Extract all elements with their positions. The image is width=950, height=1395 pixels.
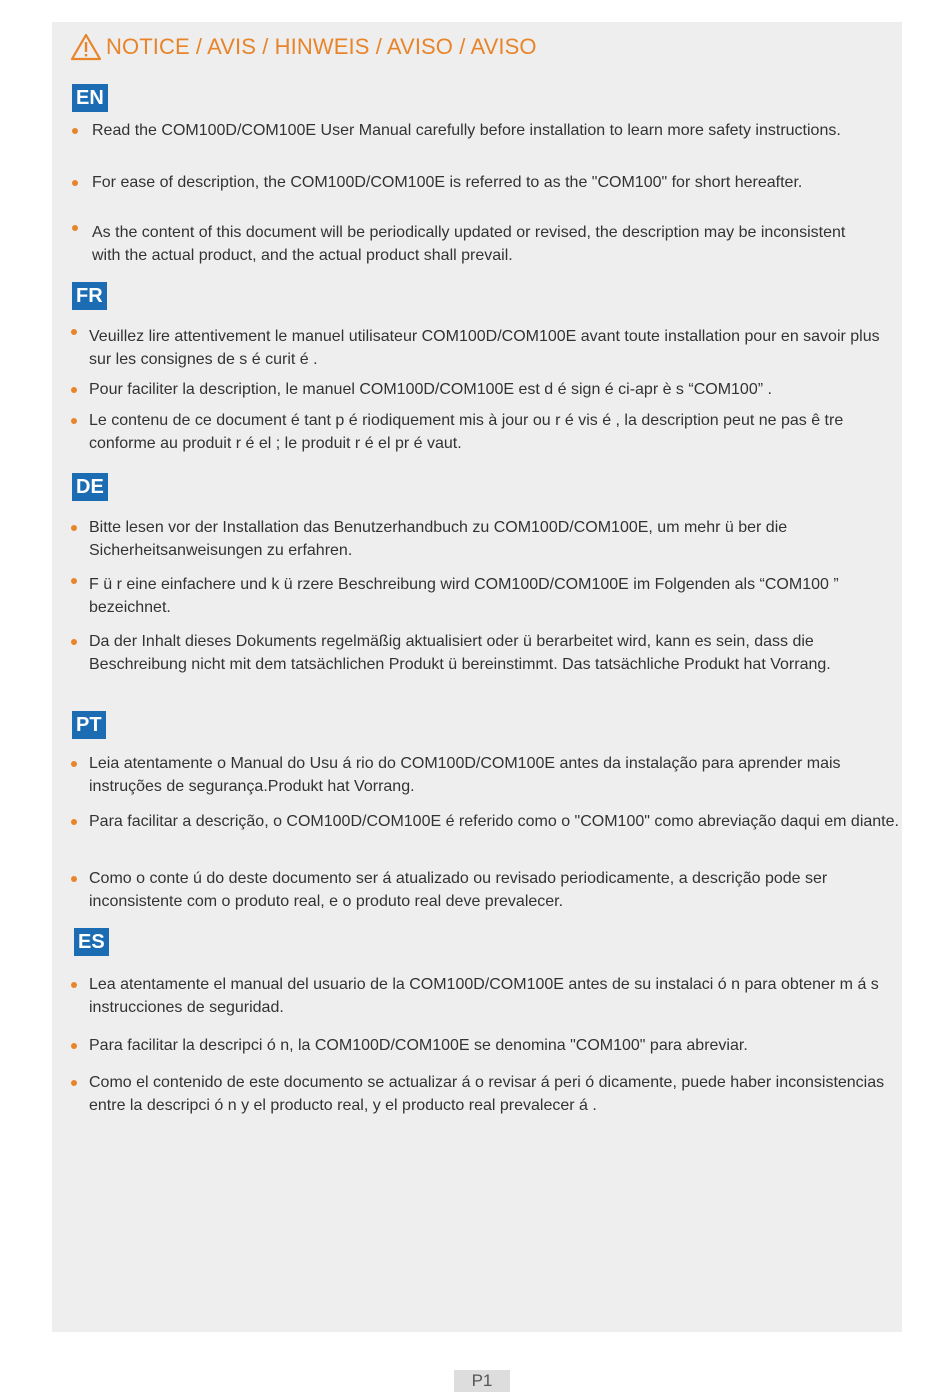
warning-icon: [70, 33, 102, 61]
bullet-dot-icon: [71, 761, 77, 767]
lang-badge-fr: FR: [72, 282, 107, 310]
page-number: P1: [454, 1370, 510, 1392]
list-item: Da der Inhalt dieses Dokuments regelmäßig aktualisiert oder ü berarbeitet wird, kann es sein, dass die Beschreibung nicht mit dem tatsächlichen Produkt ü bereinstimmt. Das tatsächliche Produkt hat Vorrang.: [0, 630, 850, 699]
list-item: As the content of this document will be periodically updated or revised, the description may be inconsistent with the actual product, and the actual product shall prevail.: [0, 221, 850, 267]
list-item: Leia atentamente o Manual do Usu á rio do COM100D/COM100E antes da instalação para aprender mais instruções de segurança.Produkt hat Vorrang.: [0, 752, 850, 798]
bullet-dot-icon: [71, 1043, 77, 1049]
bullet-dot-icon: [71, 819, 77, 825]
list-item: Read the COM100D/COM100E User Manual carefully before installation to learn more safety instructions.: [0, 119, 850, 165]
notice-header: [70, 32, 537, 62]
list-item: For ease of description, the COM100D/COM100E is referred to as the "COM100" for short hereafter.: [0, 171, 850, 217]
lang-badge-en: EN: [72, 84, 108, 112]
list-item: Como o conte ú do deste documento ser á atualizado ou revisado periodicamente, a descrição pode ser inconsistente com o produto real, e o produto real deve prevalecer.: [0, 867, 850, 913]
bullet-dot-icon: [71, 1080, 77, 1086]
list-item: Para facilitar a descrição, o COM100D/COM100E é referido como o "COM100" como abreviação daqui em diante.: [0, 810, 850, 856]
bullet-dot-icon: [71, 525, 77, 531]
bullet-dot-icon: [71, 578, 77, 584]
list-item: Pour faciliter la description, le manuel COM100D/COM100E est d é sign é ci-apr è s “COM100” .: [0, 378, 850, 401]
bullet-dot-icon: [72, 225, 78, 231]
list-item: Veuillez lire attentivement le manuel utilisateur COM100D/COM100E avant toute installation pour en savoir plus sur les consignes de s é curit é .: [0, 325, 850, 371]
list-item: Como el contenido de este documento se actualizar á o revisar á peri ó dicamente, puede haber inconsistencias entre la descripci ó n y el producto real, y el producto real prevalecer á .: [0, 1071, 850, 1117]
list-item: Bitte lesen vor der Installation das Benutzerhandbuch zu COM100D/COM100E, um mehr ü ber die Sicherheitsanweisungen zu erfahren.: [0, 516, 850, 562]
bullet-dot-icon: [72, 180, 78, 186]
bullet-dot-icon: [72, 128, 78, 134]
lang-badge-pt: PT: [72, 711, 106, 739]
bullet-dot-icon: [71, 982, 77, 988]
list-item: Para facilitar la descripci ó n, la COM100D/COM100E se denomina "COM100" para abreviar.: [0, 1034, 850, 1057]
bullet-dot-icon: [71, 418, 77, 424]
bullet-dot-icon: [71, 387, 77, 393]
list-item: F ü r eine einfachere und k ü rzere Beschreibung wird COM100D/COM100E im Folgenden als “COM100 ” bezeichnet.: [0, 573, 850, 619]
bullet-dot-icon: [71, 639, 77, 645]
notice-title: NOTICE / AVIS / HINWEIS / AVISO / AVISO: [106, 34, 537, 59]
list-item: Le contenu de ce document é tant p é riodiquement mis à jour ou r é vis é , la description peut ne pas ê tre conforme au produit r é el ; le produit r é el pr é vaut.: [0, 409, 850, 455]
bullet-dot-icon: [71, 329, 77, 335]
bullet-dot-icon: [71, 876, 77, 882]
lang-badge-es: ES: [74, 928, 109, 956]
list-item: Lea atentamente el manual del usuario de la COM100D/COM100E antes de su instalaci ó n para obtener m á s instrucciones de seguridad.: [0, 973, 850, 1019]
lang-badge-de: DE: [72, 473, 108, 501]
